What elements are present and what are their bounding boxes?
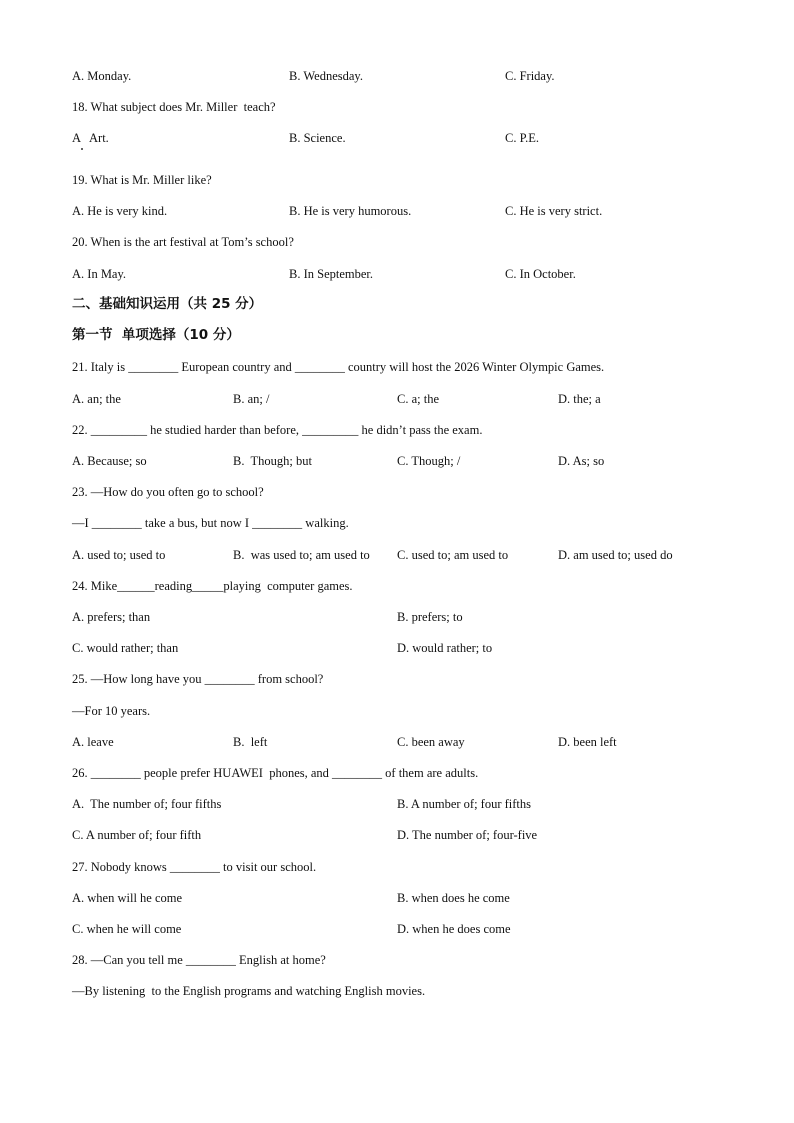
q23-stem: 23. —How do you often go to school?: [72, 485, 264, 499]
q18-option-b: B. Science.: [289, 131, 346, 145]
q27-option-c: C. when he will come: [72, 922, 182, 936]
q20-option-a: A. In May.: [72, 267, 127, 281]
q17-option-a: A. Monday.: [72, 69, 132, 83]
q24-option-a: A. prefers; than: [72, 610, 151, 624]
q25-option-d: D. been left: [558, 735, 617, 749]
q23-option-d: D. am used to; used do: [558, 548, 673, 562]
q19-option-a: A. He is very kind.: [72, 204, 168, 218]
q17-option-c: C. Friday.: [505, 69, 555, 83]
q25-option-b: B. left: [233, 735, 268, 749]
q25-option-c: C. been away: [397, 735, 465, 749]
q27-stem: 27. Nobody knows ________ to visit our school.: [72, 860, 317, 874]
q20-stem: 20. When is the art festival at Tom’s school?: [72, 235, 294, 249]
q24-option-d: D. would rather; to: [397, 641, 493, 655]
q23-option-a: A. used to; used to: [72, 548, 166, 562]
q27-option-b: B. when does he come: [397, 891, 510, 905]
q21-option-a: A. an; the: [72, 392, 121, 406]
q19-option-b: B. He is very humorous.: [289, 204, 412, 218]
q26-option-a: A. The number of; four fifths: [72, 797, 222, 811]
q26-stem: 26. ________ people prefer HUAWEI phones, and ________ of them are adults.: [72, 766, 479, 780]
q23-option-c: C. used to; am used to: [397, 548, 509, 562]
q21-option-c: C. a; the: [397, 392, 440, 406]
q25-option-a: A. leave: [72, 735, 114, 749]
q26-option-d: D. The number of; four-five: [397, 828, 538, 842]
q22-stem: 22. _________ he studied harder than before, _________ he didn’t pass the exam.: [72, 423, 483, 437]
q26-option-c: C. A number of; four fifth: [72, 828, 202, 842]
part-heading: 第一节 单项选择（10 分）: [72, 327, 240, 343]
q18-option-a: A Art.: [72, 131, 109, 145]
section-heading: 二、基础知识运用（共 25 分）: [72, 296, 263, 312]
q23-option-b: B. was used to; am used to: [233, 548, 370, 562]
q25-reply: —For 10 years.: [72, 704, 151, 718]
q21-option-b: B. an; /: [233, 392, 270, 406]
q20-option-b: B. In September.: [289, 267, 374, 281]
q22-option-d: D. As; so: [558, 454, 605, 468]
q27-option-a: A. when will he come: [72, 891, 183, 905]
q17-option-b: B. Wednesday.: [289, 69, 363, 83]
q22-option-b: B. Though; but: [233, 454, 312, 468]
q25-stem: 25. —How long have you ________ from school?: [72, 672, 324, 686]
q21-stem: 21. Italy is ________ European country and ________ country will host the 2026 Winter Olympic Games.: [72, 360, 605, 374]
q19-stem: 19. What is Mr. Miller like?: [72, 173, 212, 187]
q24-option-b: B. prefers; to: [397, 610, 463, 624]
q28-stem: 28. —Can you tell me ________ English at home?: [72, 953, 326, 967]
q24-stem: 24. Mike______reading_____playing computer games.: [72, 579, 353, 593]
q28-reply: —By listening to the English programs and watching English movies.: [72, 984, 426, 998]
stray-dot-mark: [81, 148, 83, 150]
q26-option-b: B. A number of; four fifths: [397, 797, 532, 811]
q22-option-a: A. Because; so: [72, 454, 147, 468]
q18-stem: 18. What subject does Mr. Miller teach?: [72, 100, 276, 114]
q23-reply: —I ________ take a bus, but now I ________ walking.: [72, 516, 349, 530]
q22-option-c: C. Though; /: [397, 454, 461, 468]
q24-option-c: C. would rather; than: [72, 641, 179, 655]
q21-option-d: D. the; a: [558, 392, 601, 406]
q18-option-c: C. P.E.: [505, 131, 540, 145]
q20-option-c: C. In October.: [505, 267, 576, 281]
q19-option-c: C. He is very strict.: [505, 204, 603, 218]
q27-option-d: D. when he does come: [397, 922, 511, 936]
